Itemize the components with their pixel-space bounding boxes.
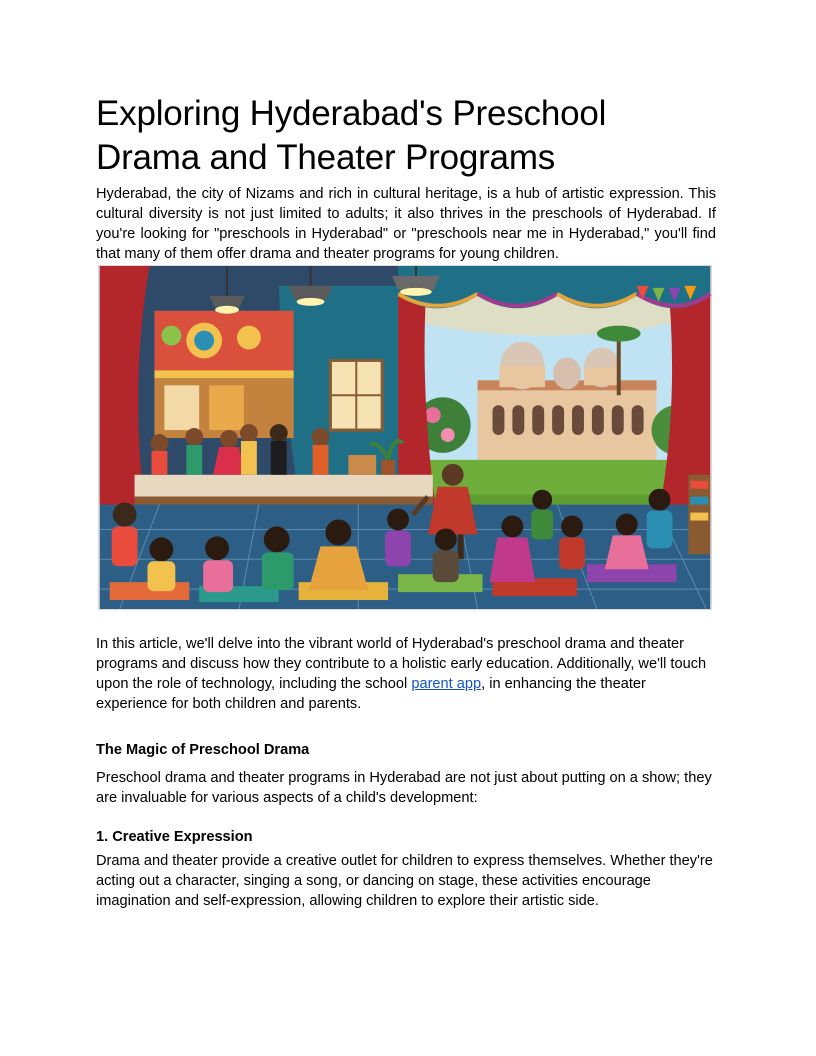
article-intro-paragraph [96, 634, 716, 714]
parent-app-link[interactable]: parent app [411, 676, 482, 692]
section-magic-paragraph: Preschool drama and theater programs in Hyderabad are not just about putting on a show; they are invaluable for various aspects of a child's development: [96, 770, 712, 806]
section-heading-magic: The Magic of Preschool Drama [96, 742, 310, 758]
article-intro-text-end: , in enhancing the theater experience for both children and parents. [96, 676, 646, 712]
article-intro-text: In this article, we'll delve into the vibrant world of Hyderabad's preschool drama and theater programs and discuss how they contribute to a holistic early education. Additionally, we'll touch upon the role of technology, including the school [96, 636, 707, 692]
theater-illustration [98, 265, 712, 610]
page-title: Exploring Hyderabad's Preschool Drama and Theater Programs [96, 94, 607, 177]
intro-paragraph: Hyderabad, the city of Nizams and rich in cultural heritage, is a hub of artistic expression. This cultural diversity is not just limited to adults; it also thrives in the preschools of Hyderabad. If you're looking for "preschools in Hyderabad" or "preschools near me in Hyderabad," you'll find that many of them offer drama and theater programs for young children. [96, 186, 716, 262]
document-page [96, 92, 716, 911]
section-heading-creative-expression: 1. Creative Expression [96, 829, 253, 845]
section-creative-paragraph: Drama and theater provide a creative outlet for children to express themselves. Whether they're acting out a character, singing a song, or dancing on stage, these activities encourage imagination and self-expression, allowing children to explore their artistic side. [96, 853, 713, 909]
